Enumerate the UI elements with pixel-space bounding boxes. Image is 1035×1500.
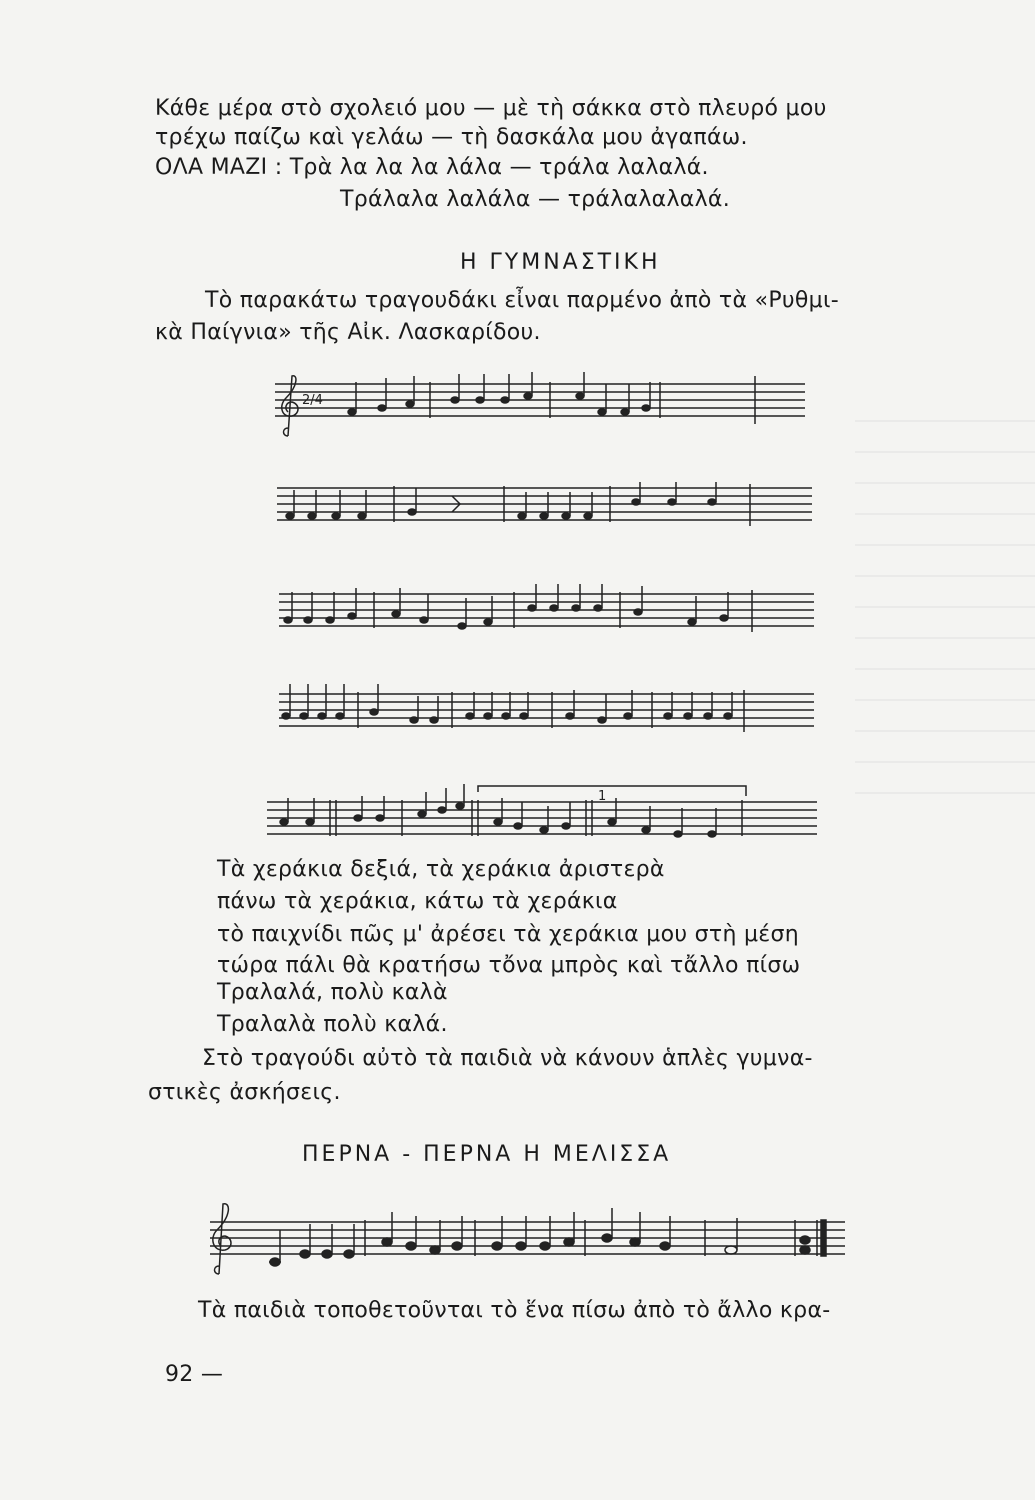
- volta-number: 1: [598, 789, 607, 804]
- treble-clef-icon: [213, 1204, 231, 1274]
- closing-line: Τὰ παιδιὰ τοποθετοῦνται τὸ ἕνα πίσω ἀπὸ τὸ ἄλλο κρα-: [198, 1298, 831, 1323]
- time-signature: 2/4: [302, 393, 323, 408]
- treble-clef-icon: [282, 376, 298, 436]
- lyric-line: πάνω τὰ χεράκια, κάτω τὰ χεράκια: [217, 889, 618, 914]
- music-staff-bee: [205, 1200, 850, 1280]
- verse-line-1: Κάθε μέρα στὸ σχολειό μου — μὲ τὴ σάκκα στὸ πλευρό μου: [155, 96, 827, 121]
- lyric-line: Τὰ χεράκια δεξιά, τὰ χεράκια ἀριστερὰ: [217, 857, 665, 882]
- section-title-gymnastics: Η ΓΥΜΝΑΣΤΙΚΗ: [460, 250, 661, 275]
- intro-line-2: κὰ Παίγνια» τῆς Αἰκ. Λασκαρίδου.: [155, 320, 541, 345]
- section-title-bee: ΠΕΡΝΑ - ΠΕΡΝΑ Η ΜΕΛΙΣΣΑ: [302, 1142, 672, 1167]
- music-staff-3: [274, 580, 819, 640]
- intro-line-1: Τὸ παρακάτω τραγουδάκι εἶναι παρμένο ἀπὸ τὰ «Ρυθμι-: [205, 288, 839, 313]
- verse-line-4: Τράλαλα λαλάλα — τράλαλαλαλά.: [340, 187, 730, 212]
- verse-line-3: ΟΛΑ ΜΑΖΙ : Τρὰ λα λα λα λάλα — τράλα λαλαλά.: [155, 155, 709, 180]
- music-staff-4: [274, 676, 819, 736]
- volta-bracket: [478, 786, 746, 796]
- lyric-line: Τραλαλὰ πολὺ καλά.: [217, 1012, 448, 1037]
- lyric-line: Τραλαλά, πολὺ καλὰ: [217, 980, 448, 1005]
- lyric-line: τώρα πάλι θὰ κρατήσω τὄνα μπρὸς καὶ τἄλλο πίσω: [217, 953, 801, 978]
- music-staff-2: [272, 482, 817, 532]
- bleed-through: [855, 420, 1035, 800]
- verse-line-2: τρέχω παίζω καὶ γελάω — τὴ δασκάλα μου ἀγαπάω.: [155, 125, 748, 150]
- music-staff-5: [262, 778, 822, 844]
- instruction-line-1: Στὸ τραγούδι αὐτὸ τὰ παιδιὰ νὰ κάνουν ἁπλὲς γυμνα-: [202, 1046, 813, 1071]
- page-number: 92 —: [165, 1362, 224, 1387]
- music-staff-1: [270, 372, 810, 442]
- instruction-line-2: στικὲς ἀσκήσεις.: [148, 1080, 341, 1105]
- lyric-line: τὸ παιχνίδι πῶς μ' ἀρέσει τὰ χεράκια μου στὴ μέση: [217, 922, 799, 947]
